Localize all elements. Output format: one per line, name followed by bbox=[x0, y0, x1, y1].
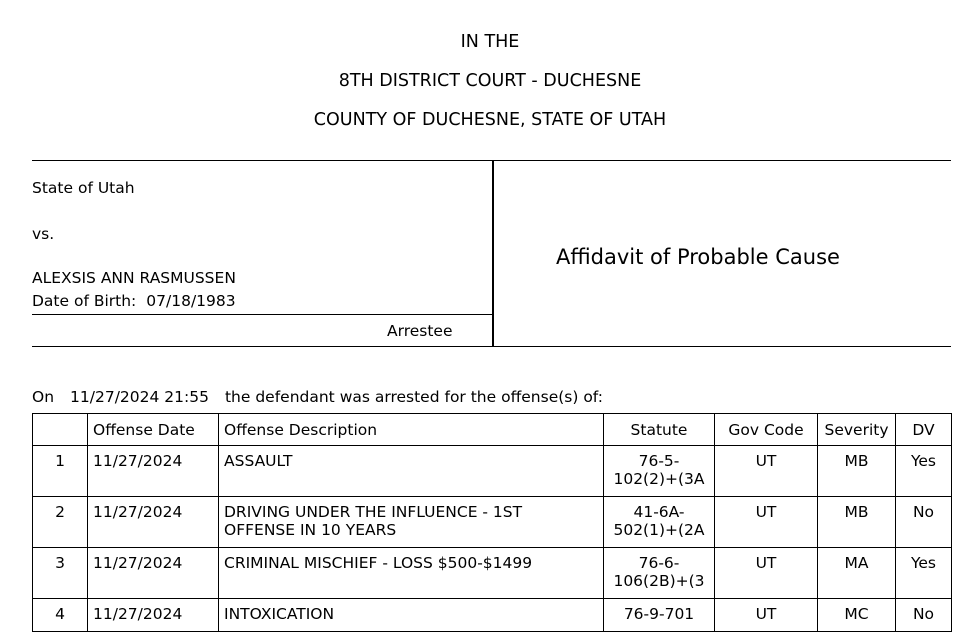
offense-severity: MB bbox=[818, 446, 896, 497]
header-dv: DV bbox=[896, 414, 952, 446]
offense-statute: 76-9-701 bbox=[604, 599, 715, 632]
court-header-line1: IN THE bbox=[460, 32, 520, 52]
offense-severity: MA bbox=[818, 548, 896, 599]
offense-description: CRIMINAL MISCHIEF - LOSS $500-$1499 bbox=[219, 548, 604, 599]
defendant-name: ALEXSIS ANN RASMUSSEN bbox=[32, 269, 236, 287]
header-severity: Severity bbox=[818, 414, 896, 446]
offense-number: 4 bbox=[33, 599, 88, 632]
header-gov-code: Gov Code bbox=[715, 414, 818, 446]
date-of-birth bbox=[32, 292, 236, 310]
offense-date: 11/27/2024 bbox=[88, 548, 219, 599]
offense-statute: 76-6- 106(2B)+(3 bbox=[604, 548, 715, 599]
court-county-state: COUNTY OF DUCHESNE, STATE OF UTAH bbox=[313, 110, 667, 130]
offense-date: 11/27/2024 bbox=[88, 497, 219, 548]
offense-gov-code: UT bbox=[715, 548, 818, 599]
dob-label: Date of Birth: bbox=[32, 292, 137, 310]
table-row bbox=[33, 548, 952, 599]
party-role: Arrestee bbox=[387, 322, 453, 340]
arrest-text: the defendant was arrested for the offense(s) of: bbox=[224, 388, 603, 406]
offense-description: ASSAULT bbox=[219, 446, 604, 497]
document-title: Affidavit of Probable Cause bbox=[556, 245, 840, 269]
arrest-statement bbox=[32, 388, 603, 406]
offense-table bbox=[32, 413, 952, 632]
offense-gov-code: UT bbox=[715, 497, 818, 548]
versus-label: vs. bbox=[32, 225, 55, 243]
court-name: 8TH DISTRICT COURT - DUCHESNE bbox=[338, 71, 642, 91]
dob-value: 07/18/1983 bbox=[146, 292, 236, 310]
offense-date: 11/27/2024 bbox=[88, 599, 219, 632]
header-number bbox=[33, 414, 88, 446]
offense-dv: Yes bbox=[896, 548, 952, 599]
header-statute: Statute bbox=[604, 414, 715, 446]
table-row bbox=[33, 446, 952, 497]
offense-severity: MB bbox=[818, 497, 896, 548]
offense-statute: 76-5- 102(2)+(3A bbox=[604, 446, 715, 497]
offense-statute: 41-6A- 502(1)+(2A bbox=[604, 497, 715, 548]
offense-gov-code: UT bbox=[715, 599, 818, 632]
offense-number: 3 bbox=[33, 548, 88, 599]
table-row bbox=[33, 599, 952, 632]
caption-divider bbox=[492, 161, 494, 346]
offense-dv: No bbox=[896, 497, 952, 548]
table-row bbox=[33, 497, 952, 548]
offense-gov-code: UT bbox=[715, 446, 818, 497]
offense-description: DRIVING UNDER THE INFLUENCE - 1ST OFFENSE IN 10 YEARS bbox=[219, 497, 604, 548]
plaintiff-name: State of Utah bbox=[32, 179, 135, 197]
offense-number: 2 bbox=[33, 497, 88, 548]
case-caption bbox=[32, 160, 951, 347]
offense-date: 11/27/2024 bbox=[88, 446, 219, 497]
arrest-datetime: 11/27/2024 21:55 bbox=[70, 388, 209, 406]
table-header-row bbox=[33, 414, 952, 446]
offense-dv: No bbox=[896, 599, 952, 632]
header-offense-description: Offense Description bbox=[219, 414, 604, 446]
offense-dv: Yes bbox=[896, 446, 952, 497]
offense-number: 1 bbox=[33, 446, 88, 497]
party-divider bbox=[32, 314, 492, 315]
header-offense-date: Offense Date bbox=[88, 414, 219, 446]
arrest-prefix: On bbox=[32, 388, 55, 406]
offense-severity: MC bbox=[818, 599, 896, 632]
offense-description: INTOXICATION bbox=[219, 599, 604, 632]
